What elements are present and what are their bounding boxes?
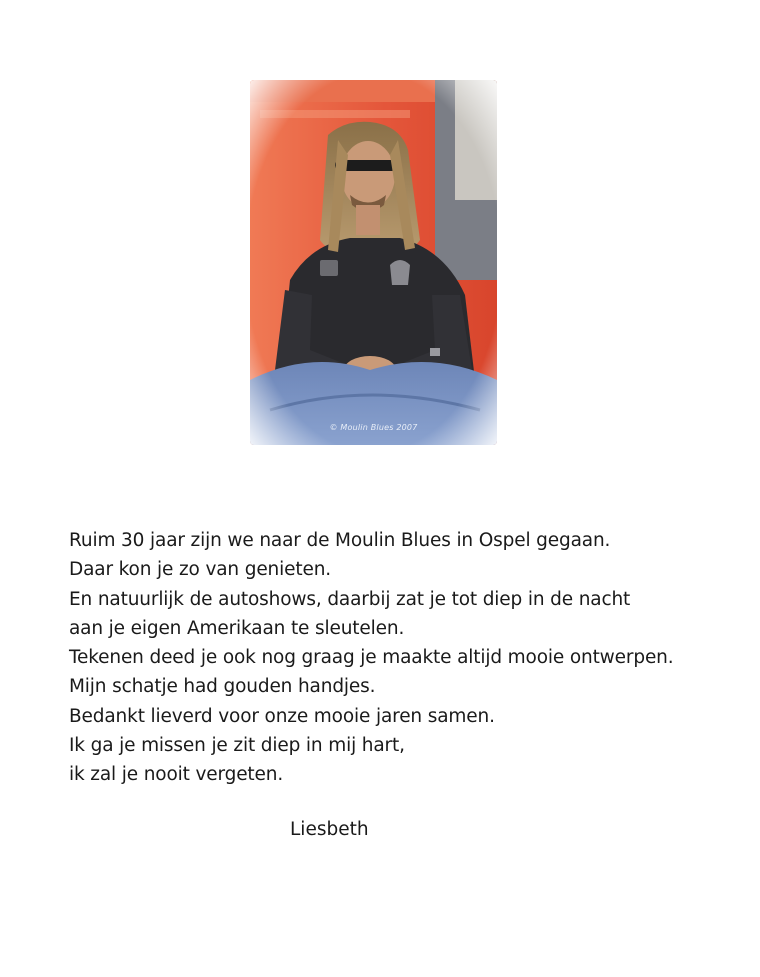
poem-line: Mijn schatje had gouden handjes. [69,676,376,698]
poem-line: Bedankt lieverd voor onze mooie jaren samen. [69,705,495,727]
photo-illustration [250,80,497,445]
poem-line: Daar kon je zo van genieten. [69,559,331,581]
memorial-photo [250,80,497,445]
poem-line: En natuurlijk de autoshows, daarbij zat je tot diep in de nacht [69,588,631,610]
poem-line: ik zal je nooit vergeten. [69,764,284,786]
signature: Liesbeth [290,819,369,840]
photo-watermark: © Moulin Blues 2007 [329,423,418,432]
poem-line: Ik ga je missen je zit diep in mij hart, [69,735,405,757]
poem-line: aan je eigen Amerikaan te sleutelen. [69,617,405,639]
poem-line: Ruim 30 jaar zijn we naar de Moulin Blues in Ospel gegaan. [69,530,611,551]
memorial-poem [69,526,673,790]
poem-line: Tekenen deed je ook nog graag je maakte altijd mooie ontwerpen. [69,647,674,669]
